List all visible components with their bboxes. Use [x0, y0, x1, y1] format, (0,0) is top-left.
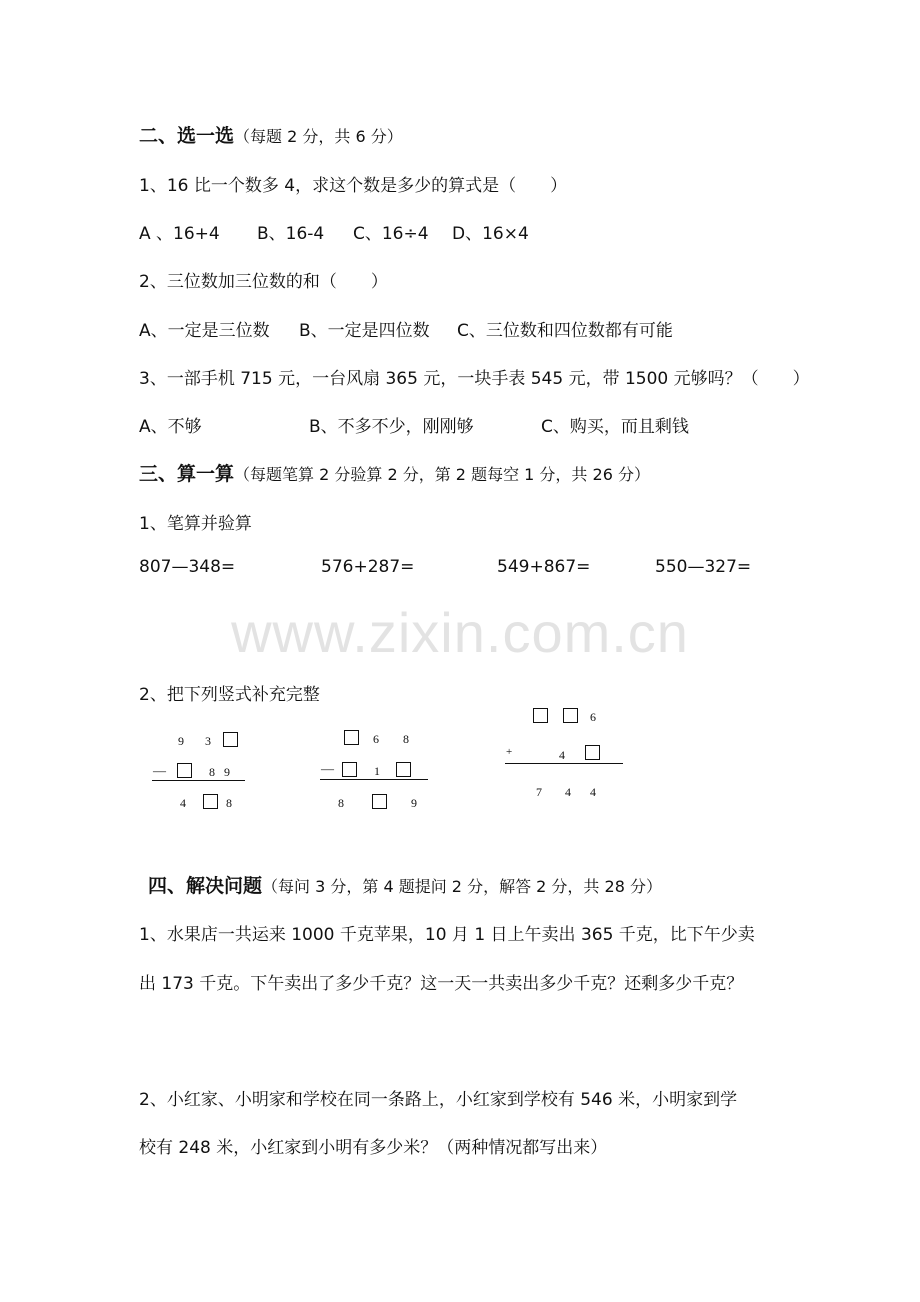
digit: 9 — [178, 734, 184, 748]
digit: 7 — [536, 785, 542, 799]
digit: 4 — [559, 748, 565, 762]
section3-note: （每题笔算 2 分验算 2 分，第 2 题每空 1 分，共 26 分） — [234, 465, 650, 484]
section2-title: 二、选一选 — [139, 125, 235, 147]
digit: 4 — [565, 785, 571, 799]
question-4-2-line2: 校有 248 米，小红家到小明有多少米？（两种情况都写出来） — [139, 1138, 608, 1158]
question-2-1-option-c: C、16÷4 — [353, 224, 429, 244]
question-2-3-option-a: A、不够 — [139, 417, 202, 437]
blank-box[interactable] — [585, 745, 600, 760]
question-2-3-option-c: C、购买，而且剩钱 — [541, 417, 689, 437]
minus-sign: — — [153, 763, 166, 778]
blank-box[interactable] — [203, 794, 218, 809]
sum-line — [152, 780, 245, 781]
section4-note: （每问 3 分，第 4 题提问 2 分，解答 2 分，共 28 分） — [262, 877, 662, 896]
digit: 1 — [374, 764, 380, 778]
digit: 8 — [226, 796, 232, 810]
question-3-1: 1、笔算并验算 — [139, 514, 252, 534]
sum-line — [320, 779, 428, 780]
digit: 8 — [338, 796, 344, 810]
blank-box[interactable] — [177, 763, 192, 778]
expression-1: 807—348= — [139, 557, 236, 577]
blank-box[interactable] — [533, 708, 548, 723]
digit: 3 — [205, 734, 211, 748]
blank-box[interactable] — [223, 732, 238, 747]
section4-heading — [148, 871, 662, 898]
blank-box[interactable] — [563, 708, 578, 723]
question-2-2-option-b: B、一定是四位数 — [299, 321, 430, 341]
expression-4: 550—327= — [655, 557, 752, 577]
blank-box[interactable] — [372, 794, 387, 809]
digit: 6 — [590, 710, 596, 724]
section2-heading — [139, 121, 403, 148]
digit: 9 — [224, 765, 230, 779]
section3-title: 三、算一算 — [139, 463, 235, 485]
question-2-1-option-a: A 、16+4 — [139, 224, 220, 244]
digit: 6 — [373, 732, 379, 746]
question-2-3-option-b: B、不多不少，刚刚够 — [309, 417, 474, 437]
digit: 4 — [180, 796, 186, 810]
expression-2: 576+287= — [321, 557, 415, 577]
question-2-1-option-d: D、16×4 — [452, 224, 529, 244]
question-3-2: 2、把下列竖式补充完整 — [139, 685, 320, 705]
plus-sign: + — [506, 746, 513, 758]
question-2-2-option-c: C、三位数和四位数都有可能 — [457, 321, 673, 341]
sum-line — [505, 763, 623, 764]
digit: 8 — [403, 732, 409, 746]
question-2-1-option-b: B、16-4 — [257, 224, 325, 244]
blank-box[interactable] — [344, 730, 359, 745]
blank-box[interactable] — [342, 762, 357, 777]
question-2-2-option-a: A、一定是三位数 — [139, 321, 270, 341]
question-2-3: 3、一部手机 715 元，一台风扇 365 元，一块手表 545 元，带 1500 元够吗？（ ） — [139, 369, 810, 389]
digit: 8 — [209, 765, 215, 779]
digit: 4 — [590, 785, 596, 799]
section4-title: 四、解决问题 — [148, 875, 263, 897]
minus-sign: — — [321, 761, 334, 776]
section2-note: （每题 2 分，共 6 分） — [234, 127, 403, 146]
question-2-2: 2、三位数加三位数的和（ ） — [139, 272, 388, 292]
expression-3: 549+867= — [497, 557, 591, 577]
section3-heading — [139, 459, 650, 486]
question-4-1-line2: 出 173 千克。下午卖出了多少千克？这一天一共卖出多少千克？还剩多少千克？ — [139, 974, 744, 994]
question-4-1-line1: 1、水果店一共运来 1000 千克苹果，10 月 1 日上午卖出 365 千克，比下午少卖 — [139, 925, 755, 945]
digit: 9 — [411, 796, 417, 810]
blank-box[interactable] — [396, 762, 411, 777]
watermark: www.zixin.com.cn — [231, 601, 689, 664]
question-2-1: 1、16 比一个数多 4，求这个数是多少的算式是（ ） — [139, 176, 568, 196]
question-4-2-line1: 2、小红家、小明家和学校在同一条路上，小红家到学校有 546 米，小明家到学 — [139, 1090, 738, 1110]
